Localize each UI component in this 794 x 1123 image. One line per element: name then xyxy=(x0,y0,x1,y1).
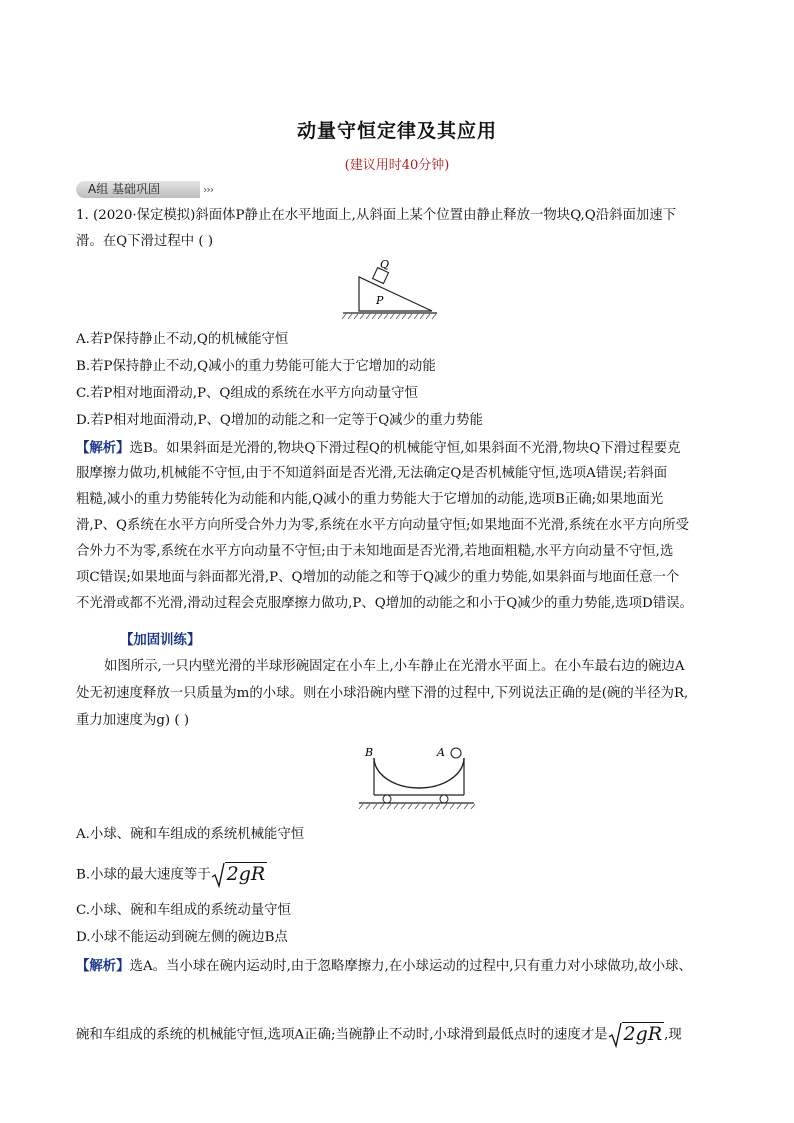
q2-stem-line-2: 处无初速度释放一只质量为m的小球。则在小球沿碗内壁下滑的过程中,下列说法正确的是(碗的半径为R, xyxy=(76,686,689,701)
sqrt-2gr-formula: 2gR xyxy=(211,862,268,888)
q1-analysis-line-1: 【解析】选B。如果斜面是光滑的,物块Q下滑过程Q的机械能守恒,如果斜面不光滑,物块Q下滑过程要克 xyxy=(76,440,681,456)
q1-option-d: D.若P相对地面滑动,P、Q增加的动能之和一定等于Q减少的重力势能 xyxy=(76,413,483,428)
q2-option-d: D.小球不能运动到碗左侧的碗边B点 xyxy=(76,930,288,945)
q1-option-c: C.若P相对地面滑动,P、Q组成的系统在水平方向动量守恒 xyxy=(76,386,418,401)
analysis-tag: 【解析】 xyxy=(76,440,130,456)
group-banner xyxy=(76,181,200,198)
q1-stem-line-1: 1. (2020·保定模拟)斜面体P静止在水平地面上,从斜面上某个位置由静止释放一物块Q,Q沿斜面加速下 xyxy=(76,208,677,223)
q1-analysis-line-7: 不光滑或都不光滑,滑动过程会克服摩擦力做功,P、Q增加的动能之和小于Q减少的重力势能,选项D错误。 xyxy=(76,596,693,611)
label-b: B xyxy=(365,746,374,759)
sqrt-2gr-analysis: 2gR xyxy=(608,1022,665,1048)
training-heading: 【加固训练】 xyxy=(120,632,201,648)
chevrons-icon: ››› xyxy=(203,183,214,196)
suggested-time: (建议用时40分钟) xyxy=(344,158,450,173)
q1-option-a: A.若P保持静止不动,Q的机械能守恒 xyxy=(76,332,289,347)
q2-option-a: A.小球、碗和车组成的系统机械能守恒 xyxy=(76,827,305,842)
q2-stem-line-3: 重力加速度为g) ( ) xyxy=(76,713,190,728)
group-label: A组 基础巩固 xyxy=(88,182,161,196)
q1-analysis-line-4: 滑,P、Q系统在水平方向所受合外力为零,系统在水平方向动量守恒;如果地面不光滑,系统在水平方向所受 xyxy=(76,518,690,533)
q1-analysis-line-6: 项C错误;如果地面与斜面都光滑,P、Q增加的动能之和等于Q减少的重力势能,如果斜面与地面任意一个 xyxy=(76,570,680,585)
q2-analysis-line-1: 【解析】选A。当小球在碗内运动时,由于忽略摩擦力,在小球运动的过程中,只有重力对小球做功,故小球、 xyxy=(76,958,692,974)
q2-stem-line-1: 如图所示,一只内壁光滑的半球形碗固定在小车上,小车静止在光滑水平面上。在小车最右边的碗边A xyxy=(104,659,685,674)
page-title: 动量守恒定律及其应用 xyxy=(296,120,497,142)
q2-option-c: C.小球、碗和车组成的系统动量守恒 xyxy=(76,903,291,918)
q1-analysis-line-2: 服摩擦力做功,机械能不守恒,由于不知道斜面是否光滑,无法确定Q是否机械能守恒,选项A错误;若斜面 xyxy=(76,466,668,481)
label-p: P xyxy=(376,294,384,307)
radical-sign-icon xyxy=(608,1022,622,1048)
q1-option-b: B.若P保持静止不动,Q减小的重力势能可能大于它增加的动能 xyxy=(76,359,436,374)
radical-sign-icon xyxy=(211,862,225,888)
q1-analysis-line-3: 粗糙,减小的重力势能转化为动能和内能,Q减小的重力势能大于它增加的动能,选项B正确;如果地面光 xyxy=(76,492,664,507)
incline-figure xyxy=(340,257,440,321)
bowl-cart-figure xyxy=(357,740,477,810)
q2-option-b: B.小球的最大速度等于 2gR xyxy=(76,862,726,890)
q1-stem-line-2: 滑。在Q下滑过程中 ( ) xyxy=(76,234,214,249)
label-a: A xyxy=(437,746,445,759)
label-q: Q xyxy=(380,258,390,271)
q1-analysis-line-5: 合外力不为零,系统在水平方向动量不守恒;由于未知地面是否光滑,若地面粗糙,水平方向动量不守恒,选 xyxy=(76,544,674,559)
q2-analysis-line-2: 碗和车组成的系统的机械能守恒,选项A正确;当碗静止不动时,小球滑到最低点时的速度才是 2gR ,现 xyxy=(76,1022,726,1050)
